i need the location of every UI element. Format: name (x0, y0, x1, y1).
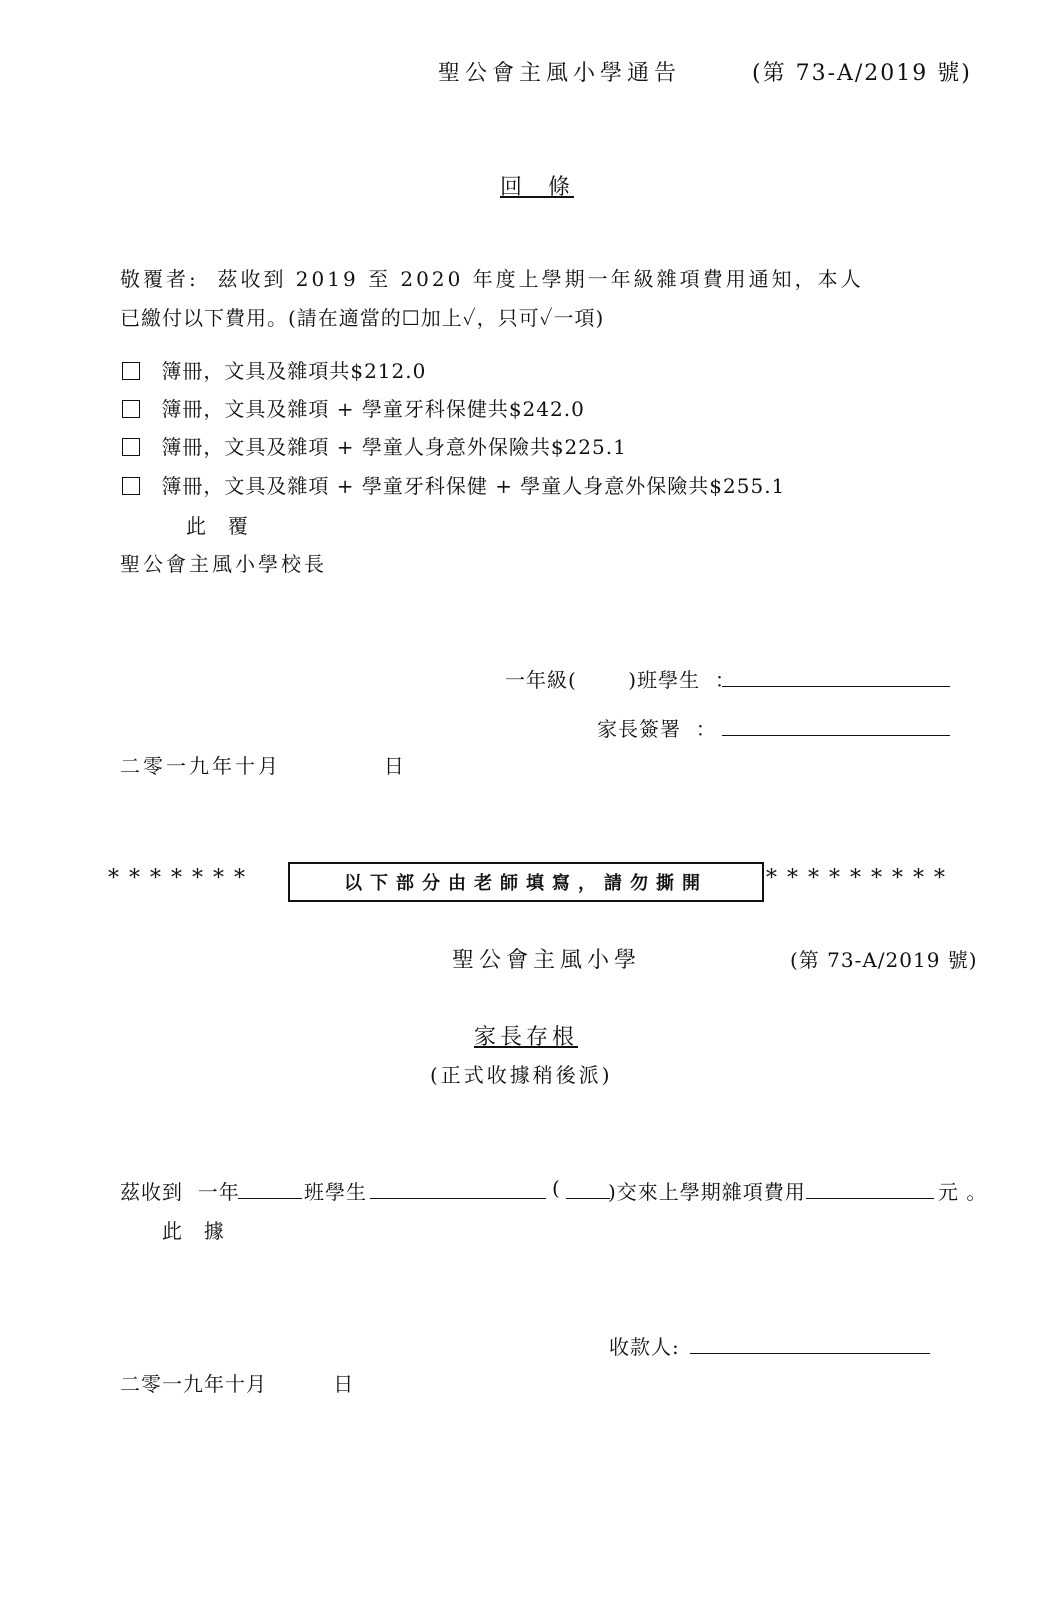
stub-school-name: 聖公會主風小學 (452, 948, 642, 973)
receipt-text-e: 元 。 (938, 1180, 988, 1204)
student-name-field[interactable] (722, 686, 950, 687)
receipt-amount-field[interactable] (806, 1198, 934, 1199)
teacher-section-notice: 以下部分由老師填寫，請勿撕開 (288, 862, 764, 902)
reply-date: 二零一九年十月 日 (120, 754, 407, 778)
reply-text-line-2: 已繳付以下費用。(請在適當的☐加上✓，只可✓一項) (120, 306, 605, 330)
fee-option-1 (122, 355, 426, 384)
receipt-text-a: 茲收到 一年 (120, 1180, 240, 1204)
parent-stub-heading: 家長存根 (474, 1025, 579, 1050)
checkbox-4[interactable] (122, 477, 140, 495)
receipt-text-d: )交來上學期雜項費用 (608, 1180, 806, 1204)
checkbox-3[interactable] (122, 438, 140, 456)
parent-signature-label: 家長簽署 ： (597, 717, 717, 741)
addressee: 聖公會主風小學校長 (120, 552, 327, 576)
fee-option-4-label: 簿冊，文具及雜項 + 學童牙科保健 + 學童人身意外保險共$255.1 (161, 474, 786, 498)
student-class-label: 一年級( )班學生 ： (505, 668, 736, 692)
stub-date: 二零一九年十月 日 (120, 1372, 355, 1396)
tear-stars-left: ******* (108, 866, 255, 891)
notice-number: (第 73-A/2019 號) (752, 61, 972, 86)
checkbox-1[interactable] (122, 362, 140, 380)
receipt-student-name-field[interactable] (370, 1198, 546, 1199)
parent-stub-subheading: (正式收據稍後派) (430, 1063, 613, 1087)
reply-text-line-1: 敬覆者: 茲收到 2019 至 2020 年度上學期一年級雜項費用通知，本人 (120, 267, 864, 291)
receipt-text-b: 班學生 (304, 1180, 367, 1204)
fee-option-3-label: 簿冊，文具及雜項 + 學童人身意外保險共$225.1 (161, 435, 627, 459)
fee-option-2 (122, 393, 585, 422)
reply-slip-heading: 回 條 (500, 175, 574, 200)
school-notice-title: 聖公會主風小學通告 (438, 61, 682, 86)
parent-signature-field[interactable] (722, 735, 950, 736)
checkbox-2[interactable] (122, 400, 140, 418)
stub-closing: 此 據 (162, 1219, 227, 1243)
payee-signature-field[interactable] (690, 1353, 930, 1354)
payee-label: 收款人: (609, 1335, 680, 1359)
stub-notice-number: (第 73-A/2019 號) (790, 948, 978, 972)
receipt-class-field[interactable] (238, 1198, 302, 1199)
fee-option-2-label: 簿冊，文具及雜項 + 學童牙科保健共$242.0 (161, 397, 585, 421)
receipt-text-c: ( (552, 1176, 561, 1200)
fee-option-1-label: 簿冊，文具及雜項共$212.0 (161, 359, 427, 383)
reply-closing: 此 覆 (186, 514, 251, 538)
tear-stars-right: ********* (766, 866, 955, 891)
fee-option-4 (122, 470, 785, 499)
receipt-student-number-field[interactable] (566, 1198, 610, 1199)
fee-option-3 (122, 431, 627, 460)
